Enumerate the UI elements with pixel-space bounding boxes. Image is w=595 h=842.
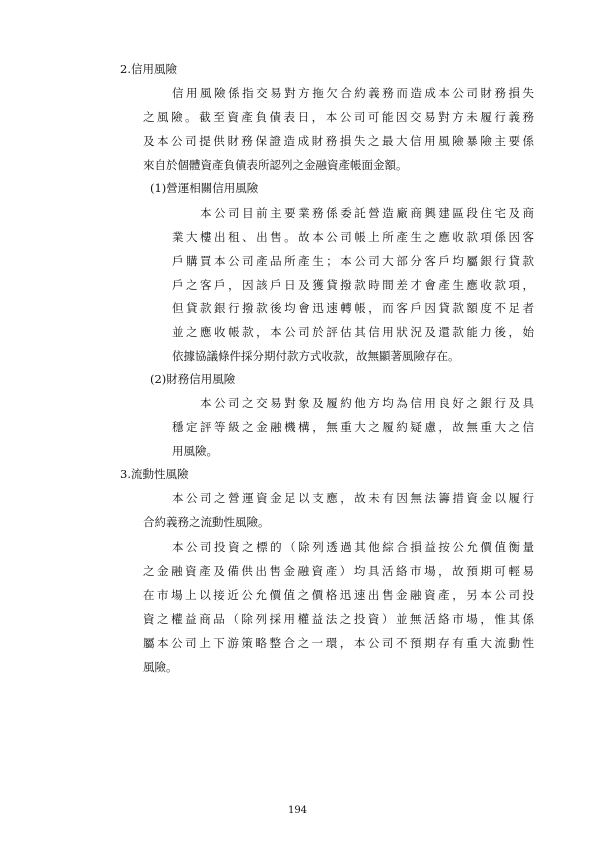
s2-sub2-line-3: 用風險。: [172, 444, 218, 458]
s3-p1-line-2: 合約義務之流動性風險。: [143, 515, 270, 529]
section-2-heading: 2.信用風險: [120, 62, 177, 76]
s2-sub1-line-1: 本公司目前主要業務係委託營造廠商興建區段住宅及商: [200, 206, 534, 220]
section-3-heading: 3.流動性風險: [120, 467, 189, 481]
s2-p1-line-4: 來自於個體資產負債表所認列之金融資產帳面金額。: [143, 158, 408, 172]
s2-sub1-line-4: 戶之客戶，因該戶日及獲貸撥款時間差才會產生應收款項，: [172, 278, 534, 292]
page-number: 194: [287, 805, 308, 816]
s3-p1-line-1: 本公司之營運資金足以支應，故未有因無法籌措資金以履行: [172, 491, 534, 505]
s3-p2-line-4: 資之權益商品（除列採用權益法之投資）並無活絡市場，惟其係: [143, 612, 534, 626]
s2-sub1-line-3: 戶購買本公司產品所產生；本公司大部分客戶均屬銀行貸款: [172, 254, 534, 268]
s2-sub1-line-7: 依據協議條件採分期付款方式收款，故無顯著風險存在。: [172, 349, 460, 363]
s2-sub2-line-2: 穩定評等級之金融機構，無重大之履約疑慮，故無重大之信: [172, 420, 534, 434]
s2-sub2-heading: (2)財務信用風險: [150, 372, 236, 386]
s2-sub1-line-5: 但貸款銀行撥款後均會迅速轉帳，而客戶因貸款額度不足者: [172, 301, 534, 315]
s2-sub1-heading: (1)營運相關信用風險: [150, 181, 259, 195]
s3-p2-line-3: 在市場上以接近公允價值之價格迅速出售金融資產，另本公司投: [143, 588, 534, 602]
s2-sub1-line-2: 業大樓出租、出售。故本公司帳上所產生之應收款項係因客: [172, 230, 534, 244]
s2-sub1-line-6: 並之應收帳款，本公司於評估其信用狀況及還款能力後，始: [172, 325, 534, 339]
s3-p2-line-2: 之金融資產及備供出售金融資產）均具活絡市場，故預期可輕易: [143, 564, 534, 578]
s2-sub2-line-1: 本公司之交易對象及履約他方均為信用良好之銀行及具: [200, 396, 534, 410]
s3-p2-line-6: 風險。: [143, 660, 178, 674]
s3-p2-line-1: 本公司投資之標的（除列透過其他綜合損益按公允價值衡量: [172, 540, 534, 554]
s3-p2-line-5: 屬本公司上下游策略整合之一環，本公司不預期存有重大流動性: [143, 636, 534, 650]
s2-p1-line-1: 信用風險係指交易對方拖欠合約義務而造成本公司財務損失: [172, 86, 534, 100]
s2-p1-line-3: 及本公司提供財務保證造成財務損失之最大信用風險暴險主要係: [143, 134, 534, 148]
s2-p1-line-2: 之風險。截至資產負債表日，本公司可能因交易對方未履行義務: [143, 110, 534, 124]
